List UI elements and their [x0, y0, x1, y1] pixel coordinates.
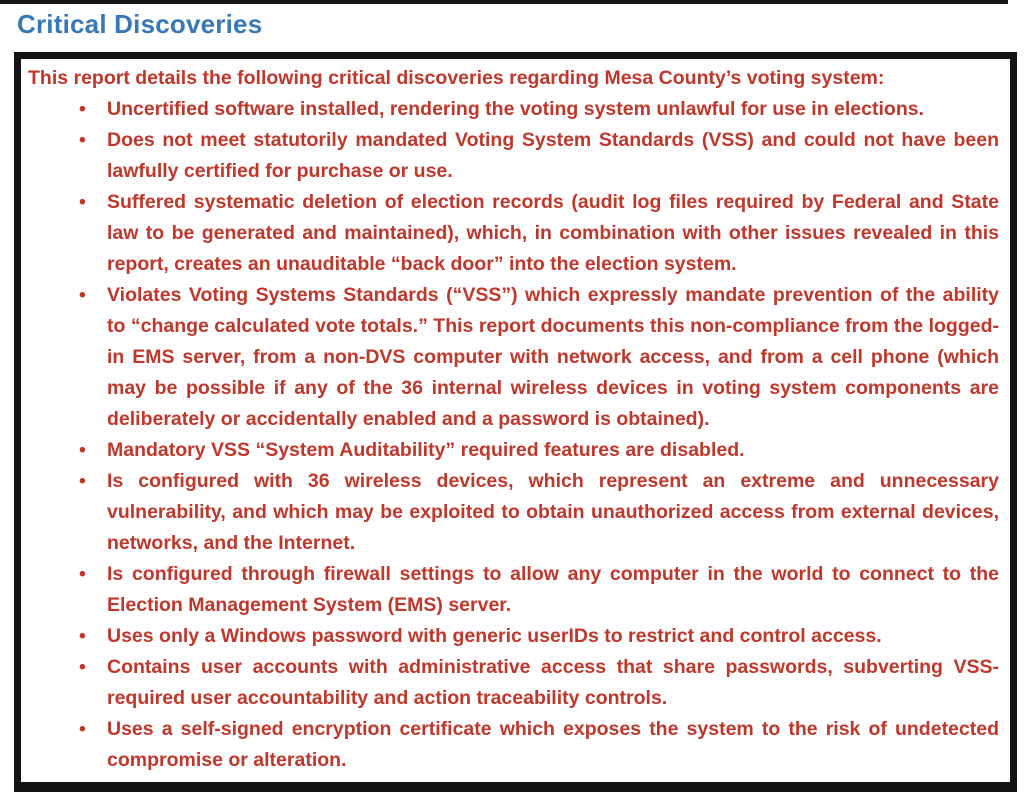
discovery-item-vss-not-met: • Does not meet statutorily mandated Voting System Standards (VSS) and could not have been lawfully certified for purchase or use.	[28, 125, 999, 187]
intro-paragraph: This report details the following critical discoveries regarding Mesa County’s voting system:	[28, 67, 885, 89]
discoveries-list	[28, 94, 999, 776]
discovery-item-uncertified-software: • Uncertified software installed, rendering the voting system unlawful for use in elections.	[28, 94, 999, 125]
discovery-item-auditability-disabled: • Mandatory VSS “System Auditability” required features are disabled.	[28, 435, 999, 466]
section-heading: Critical Discoveries	[17, 9, 263, 39]
scan-edge-artifact	[0, 0, 1008, 4]
discovery-item-record-deletion: • Suffered systematic deletion of election records (audit log files required by Federal and State law to be generated and maintained), which, in combination with other issues revealed in this report, creates an unauditable “back door” into the election system.	[28, 187, 999, 280]
discovery-item-shared-passwords: • Contains user accounts with administrative access that share passwords, subverting VSS-required user accountability and action traceability controls.	[28, 652, 999, 714]
discovery-item-self-signed-certificate: • Uses a self-signed encryption certificate which exposes the system to the risk of undetected compromise or alteration.	[28, 714, 999, 776]
critical-discoveries-box	[14, 52, 1017, 792]
discovery-item-vote-total-change: • Violates Voting Systems Standards (“VSS”) which expressly mandate prevention of the ability to “change calculated vote totals.” This report documents this non-compliance from the logged-in EMS server, from a non-DVS computer with network access, and from a cell phone (which may be possible if any of the 36 internal wireless devices in voting system components are deliberately or accidentally enabled and a password is obtained).	[28, 280, 999, 435]
discovery-item-windows-password: • Uses only a Windows password with generic userIDs to restrict and control access.	[28, 621, 999, 652]
discovery-item-firewall-settings: • Is configured through firewall settings to allow any computer in the world to connect to the Election Management System (EMS) server.	[28, 559, 999, 621]
discovery-item-wireless-devices: • Is configured with 36 wireless devices, which represent an extreme and unnecessary vulnerability, and which may be exploited to obtain unauthorized access from external devices, networks, and the Internet.	[28, 466, 999, 559]
